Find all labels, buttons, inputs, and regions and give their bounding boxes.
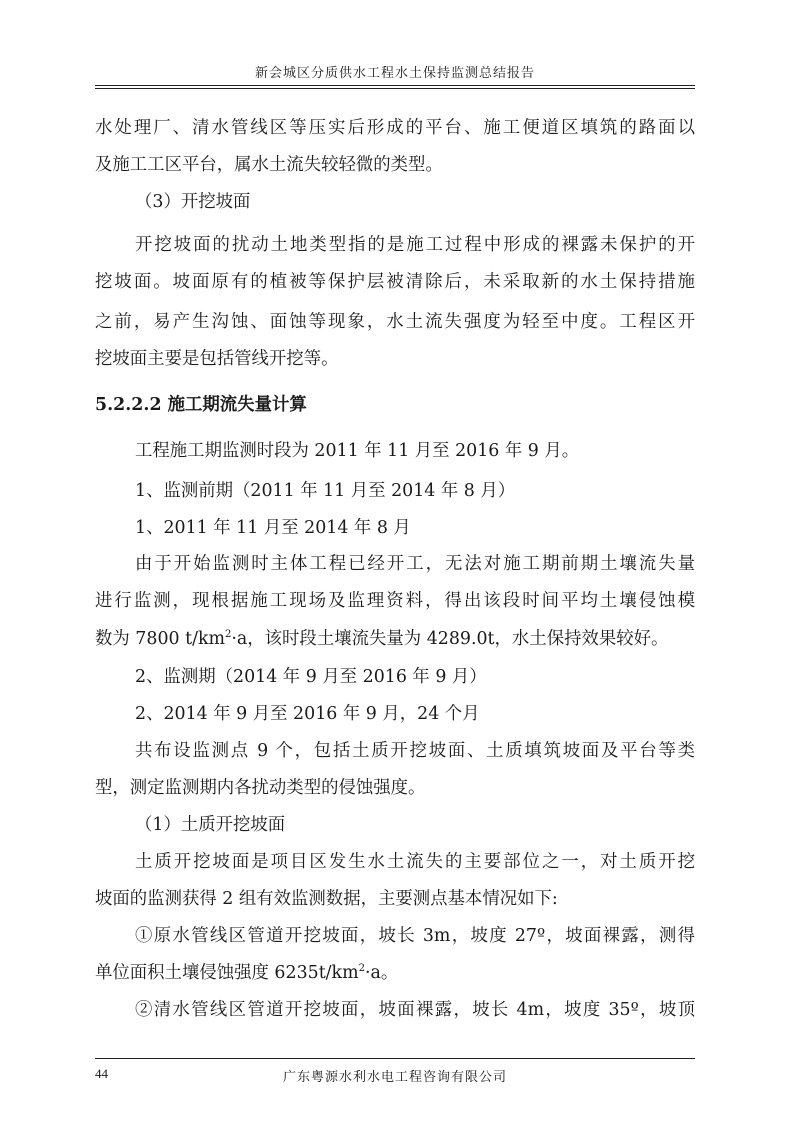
list-item: 2、监测期（2014 年 9 月至 2016 年 9 月） [135, 667, 487, 687]
paragraph-line: ②清水管线区管道开挖坡面，坡面裸露，坡长 4m，坡度 35º，坡顶 [135, 1000, 695, 1020]
text-span: 单位面积土壤侵蚀强度 6235t/km [95, 963, 359, 983]
subsection-label: （1）土质开挖坡面 [135, 815, 286, 835]
list-item: 2、2014 年 9 月至 2016 年 9 月，24 个月 [135, 704, 480, 724]
paragraph-line: 工程施工期监测时段为 2011 年 11 月至 2016 年 9 月。 [135, 441, 580, 461]
paragraph-line: 水处理厂、清水管线区等压实后形成的平台、施工便道区填筑的路面以 [95, 118, 695, 138]
paragraph-line [95, 961, 695, 985]
text-span: ·a，该时段土壤流失量为 4289.0t，水土保持效果较好。 [231, 629, 669, 649]
superscript: 2 [224, 629, 232, 641]
list-item: 1、2011 年 11 月至 2014 年 8 月 [135, 518, 411, 538]
text-span: 数为 7800 t/km [95, 629, 225, 649]
paragraph-line: 坡面的监测获得 2 组有效监测数据，主要测点基本情况如下: [95, 889, 558, 909]
paragraph-line: 挖坡面。坡面原有的植被等保护层被清除后，未采取新的水土保持措施 [95, 272, 695, 292]
paragraph-line: 共布设监测点 9 个，包括土质开挖坡面、土质填筑坡面及平台等类 [135, 741, 695, 761]
paragraph-line [95, 627, 695, 651]
list-item: 1、监测前期（2011 年 11 月至 2014 年 8 月） [135, 481, 516, 501]
superscript: 2 [358, 963, 365, 975]
paragraph-line: 开挖坡面的扰动土地类型指的是施工过程中形成的裸露未保护的开 [135, 235, 695, 255]
paragraph-line: 及施工工区平台，属水土流失较轻微的类型。 [95, 155, 443, 175]
header-rule-double [95, 88, 695, 89]
page-number: 44 [95, 1066, 108, 1081]
paragraph-line: 由于开始监测时主体工程已经开工，无法对施工期前期土壤流失量 [135, 554, 695, 574]
running-header: 新会城区分质供水工程水土保持监测总结报告 [254, 66, 535, 81]
paragraph-line: 挖坡面主要是包括管线开挖等。 [95, 349, 339, 369]
footer-company: 广东粤源水利水电工程咨询有限公司 [282, 1070, 507, 1085]
footer-rule [95, 1058, 695, 1059]
header-rule [95, 85, 695, 86]
text-span: ·a。 [364, 963, 399, 983]
section-heading: 5.2.2.2 施工期流失量计算 [95, 395, 307, 415]
paragraph-line: 之前，易产生沟蚀、面蚀等现象，水土流失强度为轻至中度。工程区开 [95, 312, 695, 332]
subsection-label: （3）开挖坡面 [135, 192, 251, 212]
paragraph-line: 土质开挖坡面是项目区发生水土流失的主要部位之一，对土质开挖 [135, 852, 695, 872]
paragraph-line: ①原水管线区管道开挖坡面，坡长 3m，坡度 27º，坡面裸露，测得 [135, 926, 695, 946]
paragraph-line: 型，测定监测期内各扰动类型的侵蚀强度。 [95, 778, 426, 798]
paragraph-line: 进行监测，现根据施工现场及监理资料，得出该段时间平均土壤侵蚀模 [95, 591, 695, 611]
